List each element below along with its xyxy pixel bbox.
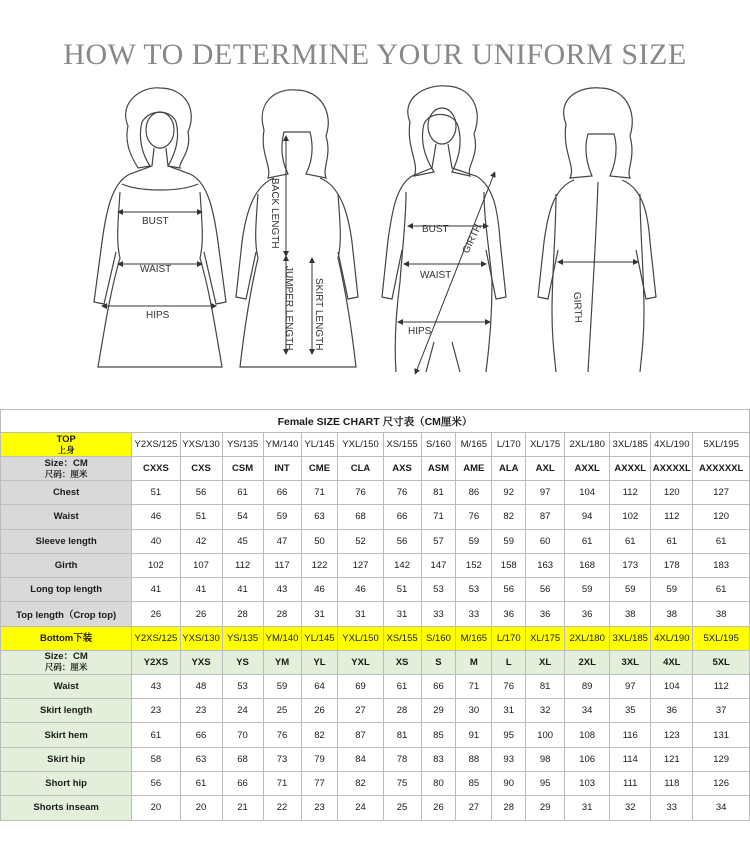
- value-cell: 104: [651, 674, 693, 698]
- value-cell: 59: [263, 505, 301, 529]
- value-cell: 76: [263, 723, 301, 747]
- value-cell: 56: [526, 578, 565, 602]
- value-cell: 91: [456, 723, 492, 747]
- value-cell: 32: [526, 699, 565, 723]
- bottom-section-title: Bottom下装: [1, 626, 132, 650]
- value-cell: 106: [565, 747, 610, 771]
- value-cell: 61: [222, 481, 263, 505]
- value-cell: 41: [180, 578, 222, 602]
- size-header-cell: YS/135: [222, 626, 263, 650]
- value-cell: 129: [693, 747, 750, 771]
- table-row: [1, 747, 750, 771]
- size-header-cell: YXS/130: [180, 433, 222, 457]
- value-cell: 108: [565, 723, 610, 747]
- value-cell: 53: [222, 674, 263, 698]
- size-code-cell: AXXXXL: [651, 457, 693, 481]
- value-cell: 34: [565, 699, 610, 723]
- value-cell: 63: [301, 505, 338, 529]
- chart-caption: Female SIZE CHART 尺寸表（CM厘米）: [1, 410, 750, 433]
- size-header-cell: S/160: [421, 626, 456, 650]
- size-header-cell: XL/175: [526, 626, 565, 650]
- bottom-size-code-row: [1, 650, 750, 674]
- size-header-cell: XL/175: [526, 433, 565, 457]
- value-cell: 66: [383, 505, 421, 529]
- size-header-cell: 5XL/195: [693, 433, 750, 457]
- size-header-cell: 3XL/185: [610, 626, 651, 650]
- row-label: Skirt hem: [1, 723, 132, 747]
- size-code-cell: AXXXL: [610, 457, 651, 481]
- label-hips-1: HIPS: [146, 310, 170, 321]
- size-code-cell: CME: [301, 457, 338, 481]
- row-label: Long top length: [1, 578, 132, 602]
- value-cell: 61: [180, 771, 222, 795]
- row-label: Skirt length: [1, 699, 132, 723]
- size-header-cell: YL/145: [301, 433, 338, 457]
- size-code-cell: XL: [526, 650, 565, 674]
- page-title: HOW TO DETERMINE YOUR UNIFORM SIZE: [63, 38, 687, 71]
- value-cell: 27: [456, 796, 492, 820]
- row-label: Sleeve length: [1, 529, 132, 553]
- size-code-cell: Y2XS: [132, 650, 180, 674]
- value-cell: 71: [456, 674, 492, 698]
- size-code-cell: 4XL: [651, 650, 693, 674]
- table-row: [1, 529, 750, 553]
- value-cell: 82: [301, 723, 338, 747]
- label-hips-3: HIPS: [408, 326, 432, 337]
- value-cell: 56: [492, 578, 526, 602]
- size-header-cell: YM/140: [263, 626, 301, 650]
- value-cell: 127: [693, 481, 750, 505]
- label-bust-3: BUST: [422, 224, 449, 235]
- table-row: [1, 674, 750, 698]
- size-code-cell: 3XL: [610, 650, 651, 674]
- value-cell: 51: [132, 481, 180, 505]
- top-section-title: TOP 上身: [1, 433, 132, 457]
- value-cell: 64: [301, 674, 338, 698]
- size-header-cell: 4XL/190: [651, 433, 693, 457]
- value-cell: 93: [492, 747, 526, 771]
- value-cell: 46: [132, 505, 180, 529]
- value-cell: 61: [132, 723, 180, 747]
- value-cell: 34: [693, 796, 750, 820]
- value-cell: 94: [565, 505, 610, 529]
- value-cell: 31: [301, 602, 338, 626]
- size-header-cell: M/165: [456, 626, 492, 650]
- value-cell: 61: [565, 529, 610, 553]
- size-header-cell: 5XL/195: [693, 626, 750, 650]
- value-cell: 51: [180, 505, 222, 529]
- value-cell: 173: [610, 553, 651, 577]
- value-cell: 78: [383, 747, 421, 771]
- value-cell: 92: [492, 481, 526, 505]
- top-size-code-row: [1, 457, 750, 481]
- size-code-cell: CXS: [180, 457, 222, 481]
- size-code-cell: AXL: [526, 457, 565, 481]
- size-header-cell: YXL/150: [338, 626, 383, 650]
- table-row: [1, 505, 750, 529]
- value-cell: 80: [421, 771, 456, 795]
- size-code-cell: M: [456, 650, 492, 674]
- size-code-cell: L: [492, 650, 526, 674]
- value-cell: 102: [610, 505, 651, 529]
- value-cell: 63: [180, 747, 222, 771]
- row-label: Short hip: [1, 771, 132, 795]
- value-cell: 66: [222, 771, 263, 795]
- table-row: [1, 481, 750, 505]
- value-cell: 51: [383, 578, 421, 602]
- size-header-cell: S/160: [421, 433, 456, 457]
- size-code-cell: 5XL: [693, 650, 750, 674]
- value-cell: 54: [222, 505, 263, 529]
- value-cell: 46: [301, 578, 338, 602]
- label-bust-1: BUST: [142, 216, 169, 227]
- value-cell: 79: [301, 747, 338, 771]
- row-label: Chest: [1, 481, 132, 505]
- value-cell: 37: [693, 699, 750, 723]
- figure-back-dress: [236, 90, 358, 367]
- value-cell: 33: [421, 602, 456, 626]
- value-cell: 43: [263, 578, 301, 602]
- value-cell: 28: [263, 602, 301, 626]
- size-header-cell: 4XL/190: [651, 626, 693, 650]
- value-cell: 26: [132, 602, 180, 626]
- value-cell: 38: [610, 602, 651, 626]
- value-cell: 75: [383, 771, 421, 795]
- value-cell: 28: [492, 796, 526, 820]
- value-cell: 36: [492, 602, 526, 626]
- size-code-cell: YS: [222, 650, 263, 674]
- value-cell: 82: [492, 505, 526, 529]
- value-cell: 112: [651, 505, 693, 529]
- value-cell: 25: [263, 699, 301, 723]
- value-cell: 120: [693, 505, 750, 529]
- table-row: [1, 699, 750, 723]
- value-cell: 53: [421, 578, 456, 602]
- value-cell: 82: [338, 771, 383, 795]
- measurement-figures: [80, 82, 680, 387]
- value-cell: 59: [492, 529, 526, 553]
- size-header-cell: YS/135: [222, 433, 263, 457]
- value-cell: 32: [610, 796, 651, 820]
- value-cell: 126: [693, 771, 750, 795]
- size-code-cell: AXXL: [565, 457, 610, 481]
- size-unit-label: Size：CM 尺码：厘米: [1, 650, 132, 674]
- value-cell: 127: [338, 553, 383, 577]
- value-cell: 36: [651, 699, 693, 723]
- value-cell: 61: [693, 578, 750, 602]
- size-code-cell: INT: [263, 457, 301, 481]
- value-cell: 122: [301, 553, 338, 577]
- value-cell: 87: [526, 505, 565, 529]
- value-cell: 147: [421, 553, 456, 577]
- value-cell: 59: [651, 578, 693, 602]
- label-jumper-length: JUMPER LENGTH: [283, 266, 294, 351]
- value-cell: 29: [526, 796, 565, 820]
- value-cell: 98: [526, 747, 565, 771]
- value-cell: 33: [651, 796, 693, 820]
- size-header-cell: XS/155: [383, 433, 421, 457]
- value-cell: 31: [338, 602, 383, 626]
- table-row: [1, 578, 750, 602]
- size-chart-table: [0, 409, 750, 821]
- row-label: Shorts inseam: [1, 796, 132, 820]
- label-back-length: BACK LENGTH: [269, 178, 280, 249]
- size-header-cell: YM/140: [263, 433, 301, 457]
- value-cell: 20: [132, 796, 180, 820]
- row-label: Waist: [1, 505, 132, 529]
- value-cell: 27: [338, 699, 383, 723]
- size-header-cell: 3XL/185: [610, 433, 651, 457]
- table-row: [1, 796, 750, 820]
- value-cell: 59: [610, 578, 651, 602]
- value-cell: 76: [338, 481, 383, 505]
- value-cell: 95: [526, 771, 565, 795]
- value-cell: 120: [651, 481, 693, 505]
- value-cell: 68: [338, 505, 383, 529]
- value-cell: 56: [383, 529, 421, 553]
- value-cell: 71: [301, 481, 338, 505]
- value-cell: 84: [338, 747, 383, 771]
- value-cell: 38: [693, 602, 750, 626]
- size-code-cell: CXXS: [132, 457, 180, 481]
- value-cell: 33: [456, 602, 492, 626]
- value-cell: 112: [610, 481, 651, 505]
- size-header-cell: Y2XS/125: [132, 433, 180, 457]
- top-section-subtitle: 上身: [57, 444, 75, 455]
- table-row: [1, 771, 750, 795]
- value-cell: 70: [222, 723, 263, 747]
- value-cell: 50: [301, 529, 338, 553]
- value-cell: 46: [338, 578, 383, 602]
- row-label: Skirt hip: [1, 747, 132, 771]
- value-cell: 114: [610, 747, 651, 771]
- value-cell: 61: [693, 529, 750, 553]
- value-cell: 31: [383, 602, 421, 626]
- value-cell: 131: [693, 723, 750, 747]
- size-code-cell: ASM: [421, 457, 456, 481]
- value-cell: 107: [180, 553, 222, 577]
- value-cell: 73: [263, 747, 301, 771]
- value-cell: 118: [651, 771, 693, 795]
- value-cell: 71: [421, 505, 456, 529]
- value-cell: 42: [180, 529, 222, 553]
- value-cell: 85: [421, 723, 456, 747]
- value-cell: 97: [610, 674, 651, 698]
- row-label: Girth: [1, 553, 132, 577]
- value-cell: 88: [456, 747, 492, 771]
- label-skirt-length: SKIRT LENGTH: [313, 278, 324, 351]
- value-cell: 112: [693, 674, 750, 698]
- value-cell: 89: [565, 674, 610, 698]
- value-cell: 21: [222, 796, 263, 820]
- value-cell: 168: [565, 553, 610, 577]
- value-cell: 48: [180, 674, 222, 698]
- value-cell: 81: [526, 674, 565, 698]
- value-cell: 103: [565, 771, 610, 795]
- value-cell: 47: [263, 529, 301, 553]
- bottom-size-header-row: [1, 626, 750, 650]
- table-row: [1, 553, 750, 577]
- value-cell: 123: [651, 723, 693, 747]
- size-header-cell: YXL/150: [338, 433, 383, 457]
- size-code-cell: YXS: [180, 650, 222, 674]
- value-cell: 59: [263, 674, 301, 698]
- size-code-cell: YXL: [338, 650, 383, 674]
- size-header-cell: YXS/130: [180, 626, 222, 650]
- value-cell: 35: [610, 699, 651, 723]
- value-cell: 45: [222, 529, 263, 553]
- label-girth-3: GIRTH: [460, 222, 485, 256]
- value-cell: 61: [651, 529, 693, 553]
- value-cell: 76: [456, 505, 492, 529]
- value-cell: 112: [222, 553, 263, 577]
- value-cell: 43: [132, 674, 180, 698]
- value-cell: 24: [338, 796, 383, 820]
- figure-front-dress: [94, 88, 226, 367]
- value-cell: 28: [383, 699, 421, 723]
- label-waist-1: WAIST: [140, 264, 172, 275]
- value-cell: 69: [338, 674, 383, 698]
- size-code-cell: YL: [301, 650, 338, 674]
- value-cell: 77: [301, 771, 338, 795]
- top-size-header-row: [1, 433, 750, 457]
- value-cell: 38: [651, 602, 693, 626]
- value-cell: 58: [132, 747, 180, 771]
- value-cell: 95: [492, 723, 526, 747]
- value-cell: 100: [526, 723, 565, 747]
- value-cell: 152: [456, 553, 492, 577]
- size-code-cell: YM: [263, 650, 301, 674]
- figure-back-fitted: [538, 88, 656, 372]
- size-code-cell: AXXXXXL: [693, 457, 750, 481]
- row-label: Waist: [1, 674, 132, 698]
- value-cell: 36: [565, 602, 610, 626]
- value-cell: 76: [383, 481, 421, 505]
- size-unit-sublabel: 尺码：厘米: [44, 468, 88, 479]
- value-cell: 116: [610, 723, 651, 747]
- value-cell: 52: [338, 529, 383, 553]
- value-cell: 22: [263, 796, 301, 820]
- value-cell: 25: [383, 796, 421, 820]
- value-cell: 28: [222, 602, 263, 626]
- size-header-cell: L/170: [492, 626, 526, 650]
- value-cell: 83: [421, 747, 456, 771]
- value-cell: 61: [383, 674, 421, 698]
- value-cell: 41: [222, 578, 263, 602]
- value-cell: 66: [421, 674, 456, 698]
- value-cell: 26: [180, 602, 222, 626]
- size-unit-sublabel: 尺码：厘米: [44, 662, 88, 673]
- value-cell: 60: [526, 529, 565, 553]
- size-header-cell: L/170: [492, 433, 526, 457]
- size-code-cell: S: [421, 650, 456, 674]
- value-cell: 20: [180, 796, 222, 820]
- size-header-cell: Y2XS/125: [132, 626, 180, 650]
- label-waist-3: WAIST: [420, 270, 452, 281]
- value-cell: 97: [526, 481, 565, 505]
- value-cell: 163: [526, 553, 565, 577]
- value-cell: 57: [421, 529, 456, 553]
- value-cell: 23: [301, 796, 338, 820]
- size-code-cell: AXS: [383, 457, 421, 481]
- size-header-cell: 2XL/180: [565, 433, 610, 457]
- value-cell: 59: [565, 578, 610, 602]
- value-cell: 31: [565, 796, 610, 820]
- value-cell: 111: [610, 771, 651, 795]
- size-code-cell: AME: [456, 457, 492, 481]
- value-cell: 86: [456, 481, 492, 505]
- size-header-cell: YL/145: [301, 626, 338, 650]
- size-code-cell: ALA: [492, 457, 526, 481]
- value-cell: 31: [492, 699, 526, 723]
- value-cell: 59: [456, 529, 492, 553]
- value-cell: 26: [421, 796, 456, 820]
- table-row: [1, 723, 750, 747]
- value-cell: 87: [338, 723, 383, 747]
- size-code-cell: XS: [383, 650, 421, 674]
- value-cell: 121: [651, 747, 693, 771]
- value-cell: 53: [456, 578, 492, 602]
- value-cell: 61: [610, 529, 651, 553]
- size-header-cell: XS/155: [383, 626, 421, 650]
- value-cell: 56: [180, 481, 222, 505]
- value-cell: 81: [383, 723, 421, 747]
- size-code-cell: CSM: [222, 457, 263, 481]
- value-cell: 158: [492, 553, 526, 577]
- value-cell: 23: [180, 699, 222, 723]
- size-header-cell: M/165: [456, 433, 492, 457]
- value-cell: 68: [222, 747, 263, 771]
- value-cell: 104: [565, 481, 610, 505]
- value-cell: 56: [132, 771, 180, 795]
- size-code-cell: 2XL: [565, 650, 610, 674]
- size-header-cell: 2XL/180: [565, 626, 610, 650]
- value-cell: 29: [421, 699, 456, 723]
- value-cell: 117: [263, 553, 301, 577]
- value-cell: 40: [132, 529, 180, 553]
- value-cell: 24: [222, 699, 263, 723]
- value-cell: 142: [383, 553, 421, 577]
- value-cell: 85: [456, 771, 492, 795]
- value-cell: 76: [492, 674, 526, 698]
- value-cell: 102: [132, 553, 180, 577]
- value-cell: 71: [263, 771, 301, 795]
- value-cell: 81: [421, 481, 456, 505]
- value-cell: 66: [180, 723, 222, 747]
- value-cell: 90: [492, 771, 526, 795]
- table-row: [1, 602, 750, 626]
- value-cell: 30: [456, 699, 492, 723]
- size-code-cell: CLA: [338, 457, 383, 481]
- value-cell: 36: [526, 602, 565, 626]
- value-cell: 66: [263, 481, 301, 505]
- size-unit-label: Size：CM 尺码：厘米: [1, 457, 132, 481]
- value-cell: 23: [132, 699, 180, 723]
- value-cell: 41: [132, 578, 180, 602]
- value-cell: 26: [301, 699, 338, 723]
- label-girth-4: GIRTH: [571, 291, 584, 324]
- value-cell: 183: [693, 553, 750, 577]
- row-label: Top length（Crop top): [1, 602, 132, 626]
- value-cell: 178: [651, 553, 693, 577]
